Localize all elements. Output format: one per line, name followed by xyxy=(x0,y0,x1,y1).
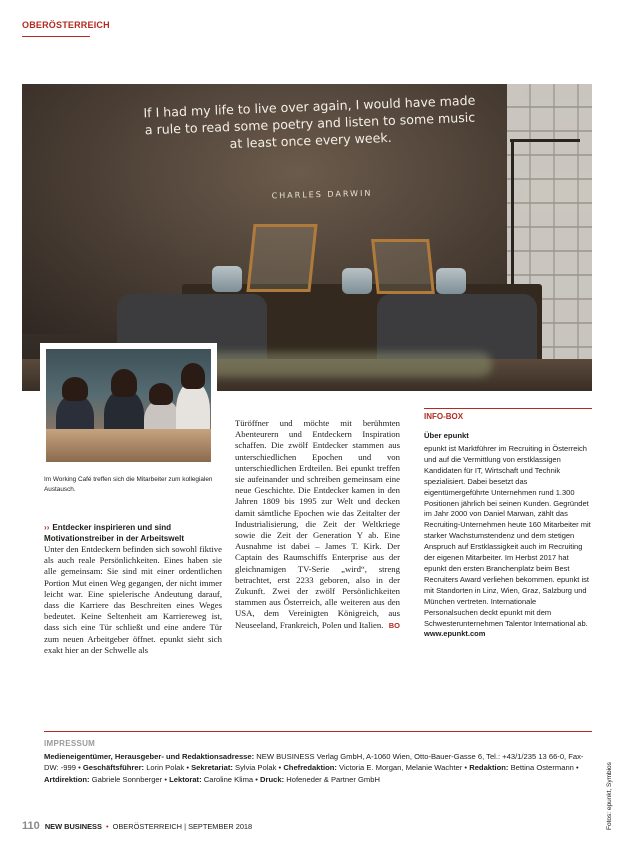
bullet: • xyxy=(464,763,468,773)
article-subhead xyxy=(44,522,222,544)
bullet: • xyxy=(255,774,258,784)
section-label: OBERÖSTERREICH xyxy=(22,20,110,30)
hero-terrarium-left xyxy=(246,224,317,292)
inset-photo xyxy=(40,343,217,468)
footer-section: OBERÖSTERREICH xyxy=(112,822,183,831)
impressum-red: Bettina Ostermann xyxy=(510,763,574,773)
person-hair xyxy=(149,383,173,405)
bullet: • xyxy=(576,763,579,773)
bullet: • xyxy=(105,822,109,831)
bullet: • xyxy=(164,774,167,784)
impressum-gf-label: Geschäftsführer: xyxy=(82,763,145,773)
infobox-url[interactable]: www.epunkt.com xyxy=(424,629,486,639)
person-hair xyxy=(181,363,205,389)
article-subhead-text: Entdecker inspirieren und sind Motivationstreiber in der Arbeitswelt xyxy=(44,523,185,543)
impressum-druck-label: Druck: xyxy=(260,774,285,784)
person-hair xyxy=(62,377,88,401)
page-footer xyxy=(22,820,252,832)
photo-credit-text: Fotos: epunkt, Symbios xyxy=(606,762,613,830)
person-hair xyxy=(111,369,137,397)
impressum-owner: NEW BUSINESS Verlag GmbH, A-1060 Wien, Otto-Bauer-Gasse 6, Tel.: +43/1/235 13 66-0, Fax-DW: -999 xyxy=(44,752,584,773)
inset-photo-image xyxy=(46,349,211,462)
infobox-text: epunkt ist Marktführer im Recruiting in Österreich und auf die Vermittlung von erstklassigen Kandidaten für IT, Wirtschaft und Technik spezialisiert. Dabei besetzt das eigentümergeführte Unternehmen rund 1.300 Positionen jährlich bei seinen Kunden. Gegründet im Jahr 2000 von Daniel Marwan, zählt das Recruiting-Unternehmen heute 160 Mitarbeiter mit starker Wachstumstendenz und dem stetigen Anspruch auf Erstklassigkeit auch im Recruiting der eigenen Mitarbeiter. Im Herbst 2017 hat epunkt den ersten Branchenplatz beim Best Recruiters Award verliehen bekommen. epunkt ist mit Standorten in Linz, Wien, Graz, Salzburg und München vertreten. Internationale Personalsuchen deckt epunkt mit dem Schwesterunternehmen Talentor International ab. xyxy=(424,444,591,628)
inset-caption: Im Working Café treffen sich die Mitarbeiter zum kollegialen Austausch. xyxy=(44,476,213,493)
wall-quote: If I had my life to live over again, I would have made a rule to read some poetry and listen to some music at least once every week. xyxy=(143,92,476,152)
photo-credit xyxy=(606,740,618,830)
magazine-name: NEW BUSINESS xyxy=(44,822,102,831)
impressum-text xyxy=(44,751,592,785)
wall-quote-author: CHARLES DARWIN xyxy=(271,188,373,201)
article-column-2 xyxy=(235,418,400,631)
impressum-rule xyxy=(44,731,592,732)
impressum-gf: Lorin Polak xyxy=(146,763,185,773)
impressum-owner-label: Medieneigentümer, Herausgeber- und Redaktionsadresse: xyxy=(44,752,255,761)
infobox-body xyxy=(424,444,592,640)
infobox-label: INFO-BOX xyxy=(424,412,464,421)
double-chevron-icon: ›› xyxy=(44,523,50,532)
impressum-red-label: Redaktion: xyxy=(469,763,509,773)
hero-clothes-rack xyxy=(510,139,580,142)
impressum-druck: Hofeneder & Partner GmbH xyxy=(286,774,380,784)
infobox-title: Über epunkt xyxy=(424,431,469,440)
section-rule xyxy=(22,36,90,37)
inset-counter xyxy=(46,429,211,462)
impressum-lek: Caroline Klima xyxy=(203,774,254,784)
impressum-sek-label: Sekretariat: xyxy=(191,763,233,773)
hero-terrarium-right xyxy=(371,239,435,294)
hero-jar xyxy=(342,268,372,294)
hero-jar xyxy=(436,268,466,294)
bullet: • xyxy=(78,763,81,773)
impressum-chef-label: Chefredaktion: xyxy=(283,763,337,773)
author-signoff: BO xyxy=(388,620,400,630)
page-number: 110 xyxy=(22,820,40,832)
impressum-label: IMPRESSUM xyxy=(44,739,96,748)
impressum-art: Gabriele Sonnberger xyxy=(91,774,163,784)
bullet: • xyxy=(186,763,189,773)
hero-blurred-plants xyxy=(192,352,492,377)
impressum-chef: Victoria E. Morgan, Melanie Wachter xyxy=(339,763,463,773)
footer-separator: | xyxy=(184,822,187,831)
article-column-1: Unter den Entdeckern befinden sich sowohl fiktive als auch reale Persönlichkeiten. Eines haben sie alle gemeinsam: Sie sind mit einer ordentlichen Portion Mut einen Weg gegangen, der nicht immer leicht war. Eine spielerische Andeutung darauf, dass die Karriere das Beschreiten eines Weges bedeutet. Keine Seltenheit am Karriereweg ist, dass sich eine Tür schließt und eine andere Tür zum neuen Arbeitgeber öffnet. epunkt sieht sich exakt hier an der Schwelle als xyxy=(44,544,222,655)
hero-jar xyxy=(212,266,242,292)
infobox-rule xyxy=(424,408,592,409)
impressum-art-label: Artdirektion: xyxy=(44,774,90,784)
footer-issue: SEPTEMBER 2018 xyxy=(188,822,253,831)
impressum-lek-label: Lektorat: xyxy=(169,774,202,784)
impressum-sek: Sylvia Polak xyxy=(235,763,277,773)
bullet: • xyxy=(278,763,282,773)
article-column-2-text: Türöffner und möchte mit berühmten Abenteurern und Entdeckern Inspiration schaffen. Die zwölf Entdecker stammen aus unterschiedlichen Epochen und von unterschiedlichen Erdteilen. Bei epunkt treffen sie aufeinander und schreiben gemeinsam eine neue Geschichte. Die Entdecker kamen in den Jahren 1809 bis 1995 zur Welt und decken damit sämtliche Epochen wie das Zeitalter der Industrialisierung, die Zeit der Weltkriege sowie die Zeit der Generation Y ab. Eine Ausnahme ist dabei – James T. Kirk. Der Captain des Raumschiffs Enterprise aus der gleichnamigen TV-Serie „wird“, streng betrachtet, erst 2233 geboren, also in der Zukunft. Zwei der zwölf Persönlichkeiten stammen aus Österreich, alle weiteren aus den USA, dem Vereinigten Königreich, aus Neuseeland, Frankreich, Polen und Italien. xyxy=(235,418,400,630)
